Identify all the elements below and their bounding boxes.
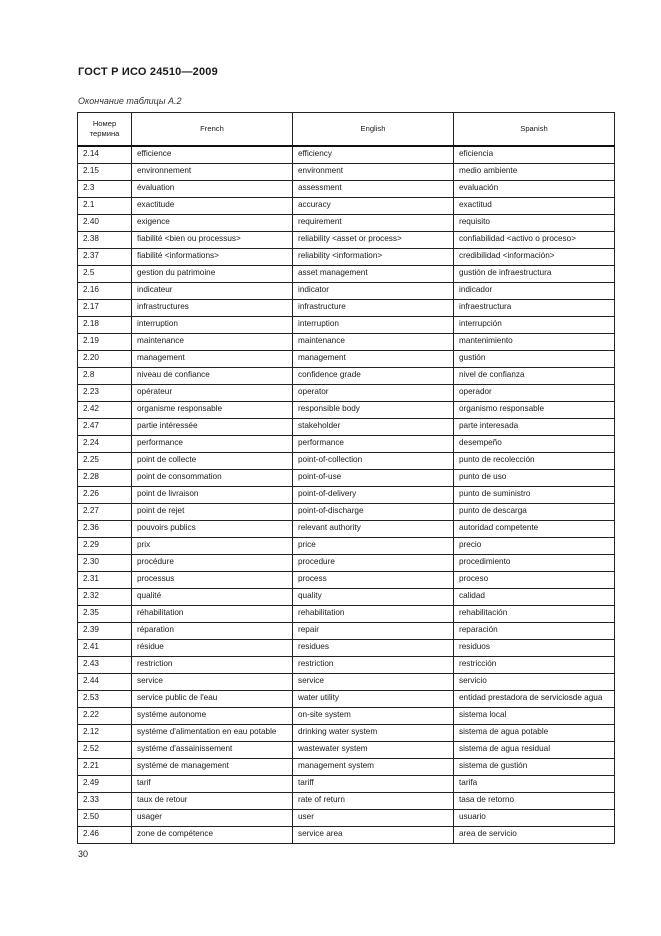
term-number-cell: 2.32 (78, 589, 132, 606)
term-number-cell: 2.18 (78, 317, 132, 334)
french-term-cell: indicateur (132, 283, 293, 300)
spanish-term-cell: gustión (454, 351, 615, 368)
term-number-cell: 2.19 (78, 334, 132, 351)
term-number-cell: 2.27 (78, 504, 132, 521)
table-row (78, 470, 615, 487)
english-term-cell: rehabilitation (293, 606, 454, 623)
table-row (78, 708, 615, 725)
term-number-cell: 2.17 (78, 300, 132, 317)
spanish-term-cell: sistema de agua potable (454, 725, 615, 742)
english-term-cell: tariff (293, 776, 454, 793)
english-term-cell: on-site system (293, 708, 454, 725)
table-row (78, 487, 615, 504)
french-term-cell: point de rejet (132, 504, 293, 521)
term-number-cell: 2.23 (78, 385, 132, 402)
term-number-cell: 2.8 (78, 368, 132, 385)
spanish-term-cell: gustión de infraestructura (454, 266, 615, 283)
english-term-cell: rate of return (293, 793, 454, 810)
table-row (78, 198, 615, 215)
spanish-term-cell: residuos (454, 640, 615, 657)
french-term-cell: environnement (132, 164, 293, 181)
french-term-cell: exigence (132, 215, 293, 232)
french-term-cell: zone de compétence (132, 827, 293, 844)
english-term-cell: responsible body (293, 402, 454, 419)
term-number-cell: 2.15 (78, 164, 132, 181)
term-number-cell: 2.38 (78, 232, 132, 249)
french-term-cell: systéme d'assainissement (132, 742, 293, 759)
french-term-cell: service public de l'eau (132, 691, 293, 708)
table-row (78, 793, 615, 810)
term-number-cell: 2.37 (78, 249, 132, 266)
table-row (78, 146, 615, 164)
french-term-cell: niveau de confiance (132, 368, 293, 385)
table-row (78, 232, 615, 249)
spanish-term-cell: precio (454, 538, 615, 555)
term-number-cell: 2.40 (78, 215, 132, 232)
term-number-cell: 2.53 (78, 691, 132, 708)
table-row (78, 640, 615, 657)
term-number-cell: 2.21 (78, 759, 132, 776)
column-header-english: English (293, 113, 454, 147)
english-term-cell: management (293, 351, 454, 368)
term-number-cell: 2.3 (78, 181, 132, 198)
english-term-cell: infrastructure (293, 300, 454, 317)
spanish-term-cell: usuario (454, 810, 615, 827)
english-term-cell: price (293, 538, 454, 555)
term-number-cell: 2.41 (78, 640, 132, 657)
table-row (78, 266, 615, 283)
french-term-cell: procédure (132, 555, 293, 572)
french-term-cell: interruption (132, 317, 293, 334)
french-term-cell: pouvoirs publics (132, 521, 293, 538)
term-number-cell: 2.5 (78, 266, 132, 283)
french-term-cell: fiabilité <bien ou processus> (132, 232, 293, 249)
spanish-term-cell: infraestructura (454, 300, 615, 317)
term-number-cell: 2.47 (78, 419, 132, 436)
english-term-cell: water utility (293, 691, 454, 708)
table-row (78, 402, 615, 419)
table-row (78, 657, 615, 674)
spanish-term-cell: parte interesada (454, 419, 615, 436)
english-term-cell: asset management (293, 266, 454, 283)
english-term-cell: repair (293, 623, 454, 640)
term-number-cell: 2.12 (78, 725, 132, 742)
column-header-term-number: Номер термина (78, 113, 132, 147)
english-term-cell: environment (293, 164, 454, 181)
table-row (78, 453, 615, 470)
table-row (78, 368, 615, 385)
english-term-cell: efficiency (293, 146, 454, 164)
french-term-cell: systéme de management (132, 759, 293, 776)
french-term-cell: qualité (132, 589, 293, 606)
french-term-cell: gestion du patrimoine (132, 266, 293, 283)
french-term-cell: opérateur (132, 385, 293, 402)
table-row (78, 317, 615, 334)
english-term-cell: reliability <information> (293, 249, 454, 266)
english-term-cell: point-of-delivery (293, 487, 454, 504)
table-row (78, 759, 615, 776)
table-row (78, 215, 615, 232)
document-title: ГОСТ Р ИСО 24510—2009 (78, 66, 218, 78)
english-term-cell: confidence grade (293, 368, 454, 385)
english-term-cell: restriction (293, 657, 454, 674)
term-number-cell: 2.14 (78, 146, 132, 164)
french-term-cell: performance (132, 436, 293, 453)
term-number-cell: 2.25 (78, 453, 132, 470)
spanish-term-cell: desempeño (454, 436, 615, 453)
french-term-cell: infrastructures (132, 300, 293, 317)
spanish-term-cell: reparación (454, 623, 615, 640)
spanish-term-cell: rehabilitación (454, 606, 615, 623)
spanish-term-cell: sistema local (454, 708, 615, 725)
spanish-term-cell: procedimiento (454, 555, 615, 572)
column-header-french: French (132, 113, 293, 147)
spanish-term-cell: operador (454, 385, 615, 402)
spanish-term-cell: indicador (454, 283, 615, 300)
term-number-cell: 2.1 (78, 198, 132, 215)
table-body (78, 146, 615, 844)
french-term-cell: processus (132, 572, 293, 589)
spanish-term-cell: confiabilidad <activo o proceso> (454, 232, 615, 249)
term-number-cell: 2.33 (78, 793, 132, 810)
spanish-term-cell: area de servicio (454, 827, 615, 844)
french-term-cell: tarif (132, 776, 293, 793)
french-term-cell: organisme responsable (132, 402, 293, 419)
term-number-cell: 2.44 (78, 674, 132, 691)
term-number-cell: 2.22 (78, 708, 132, 725)
table-row (78, 164, 615, 181)
french-term-cell: résidue (132, 640, 293, 657)
spanish-term-cell: sistema de gustión (454, 759, 615, 776)
table-row (78, 623, 615, 640)
spanish-term-cell: tarifa (454, 776, 615, 793)
term-number-cell: 2.43 (78, 657, 132, 674)
spanish-term-cell: calidad (454, 589, 615, 606)
english-term-cell: relevant authority (293, 521, 454, 538)
spanish-term-cell: entidad prestadora de serviciosde agua (454, 691, 615, 708)
term-number-cell: 2.49 (78, 776, 132, 793)
spanish-term-cell: punto de suministro (454, 487, 615, 504)
english-term-cell: performance (293, 436, 454, 453)
english-term-cell: wastewater system (293, 742, 454, 759)
table-row (78, 538, 615, 555)
table-row (78, 555, 615, 572)
spanish-term-cell: organismo responsable (454, 402, 615, 419)
spanish-term-cell: requisito (454, 215, 615, 232)
term-number-cell: 2.50 (78, 810, 132, 827)
table-row (78, 300, 615, 317)
table-row (78, 351, 615, 368)
spanish-term-cell: proceso (454, 572, 615, 589)
spanish-term-cell: restricción (454, 657, 615, 674)
term-number-cell: 2.39 (78, 623, 132, 640)
english-term-cell: assessment (293, 181, 454, 198)
spanish-term-cell: credibilidad <información> (454, 249, 615, 266)
spanish-term-cell: servicio (454, 674, 615, 691)
table-caption: Окончание таблицы А.2 (78, 96, 182, 106)
term-number-cell: 2.35 (78, 606, 132, 623)
header-row (78, 113, 615, 147)
english-term-cell: service area (293, 827, 454, 844)
table-row (78, 810, 615, 827)
french-term-cell: exactitude (132, 198, 293, 215)
spanish-term-cell: medio ambiente (454, 164, 615, 181)
term-number-cell: 2.46 (78, 827, 132, 844)
spanish-term-cell: sistema de agua residual (454, 742, 615, 759)
english-term-cell: requirement (293, 215, 454, 232)
table-row (78, 521, 615, 538)
french-term-cell: partie intéressée (132, 419, 293, 436)
french-term-cell: systéme autonome (132, 708, 293, 725)
table-row (78, 334, 615, 351)
spanish-term-cell: punto de uso (454, 470, 615, 487)
table-row (78, 504, 615, 521)
french-term-cell: taux de retour (132, 793, 293, 810)
french-term-cell: management (132, 351, 293, 368)
term-number-cell: 2.29 (78, 538, 132, 555)
table-row (78, 572, 615, 589)
english-term-cell: residues (293, 640, 454, 657)
term-number-cell: 2.24 (78, 436, 132, 453)
term-number-cell: 2.26 (78, 487, 132, 504)
english-term-cell: management system (293, 759, 454, 776)
english-term-cell: accuracy (293, 198, 454, 215)
english-term-cell: drinking water system (293, 725, 454, 742)
table-row (78, 742, 615, 759)
spanish-term-cell: mantenimiento (454, 334, 615, 351)
french-term-cell: réparation (132, 623, 293, 640)
table-row (78, 436, 615, 453)
table-row (78, 674, 615, 691)
term-number-cell: 2.52 (78, 742, 132, 759)
table-row (78, 249, 615, 266)
french-term-cell: évaluation (132, 181, 293, 198)
column-header-spanish: Spanish (454, 113, 615, 147)
english-term-cell: procedure (293, 555, 454, 572)
term-number-cell: 2.42 (78, 402, 132, 419)
english-term-cell: service (293, 674, 454, 691)
english-term-cell: reliability <asset or process> (293, 232, 454, 249)
term-number-cell: 2.16 (78, 283, 132, 300)
table-row (78, 691, 615, 708)
spanish-term-cell: autoridad competente (454, 521, 615, 538)
english-term-cell: operator (293, 385, 454, 402)
english-term-cell: process (293, 572, 454, 589)
french-term-cell: maintenance (132, 334, 293, 351)
table-row (78, 283, 615, 300)
table-row (78, 181, 615, 198)
french-term-cell: usager (132, 810, 293, 827)
french-term-cell: service (132, 674, 293, 691)
english-term-cell: stakeholder (293, 419, 454, 436)
table-header (78, 113, 615, 147)
spanish-term-cell: nivel de confianza (454, 368, 615, 385)
english-term-cell: interruption (293, 317, 454, 334)
french-term-cell: restriction (132, 657, 293, 674)
english-term-cell: point-of-discharge (293, 504, 454, 521)
term-number-cell: 2.28 (78, 470, 132, 487)
table-row (78, 606, 615, 623)
english-term-cell: point-of-use (293, 470, 454, 487)
french-term-cell: réhabilitation (132, 606, 293, 623)
spanish-term-cell: tasa de retorno (454, 793, 615, 810)
french-term-cell: point de livraison (132, 487, 293, 504)
french-term-cell: efficience (132, 146, 293, 164)
english-term-cell: quality (293, 589, 454, 606)
term-number-cell: 2.36 (78, 521, 132, 538)
spanish-term-cell: exactitud (454, 198, 615, 215)
term-number-cell: 2.20 (78, 351, 132, 368)
spanish-term-cell: punto de descarga (454, 504, 615, 521)
table-row (78, 385, 615, 402)
spanish-term-cell: eficiencia (454, 146, 615, 164)
table-row (78, 776, 615, 793)
english-term-cell: maintenance (293, 334, 454, 351)
french-term-cell: fiabilité <informations> (132, 249, 293, 266)
table-row (78, 419, 615, 436)
english-term-cell: indicator (293, 283, 454, 300)
table-row (78, 725, 615, 742)
spanish-term-cell: interrupción (454, 317, 615, 334)
english-term-cell: point-of-collection (293, 453, 454, 470)
french-term-cell: systéme d'alimentation en eau potable (132, 725, 293, 742)
french-term-cell: prix (132, 538, 293, 555)
term-number-cell: 2.31 (78, 572, 132, 589)
table-row (78, 827, 615, 844)
english-term-cell: user (293, 810, 454, 827)
spanish-term-cell: evaluación (454, 181, 615, 198)
french-term-cell: point de collecte (132, 453, 293, 470)
table-row (78, 589, 615, 606)
term-number-cell: 2.30 (78, 555, 132, 572)
french-term-cell: point de consommation (132, 470, 293, 487)
spanish-term-cell: punto de recolección (454, 453, 615, 470)
page-number: 30 (78, 849, 89, 859)
terms-table (77, 112, 615, 844)
